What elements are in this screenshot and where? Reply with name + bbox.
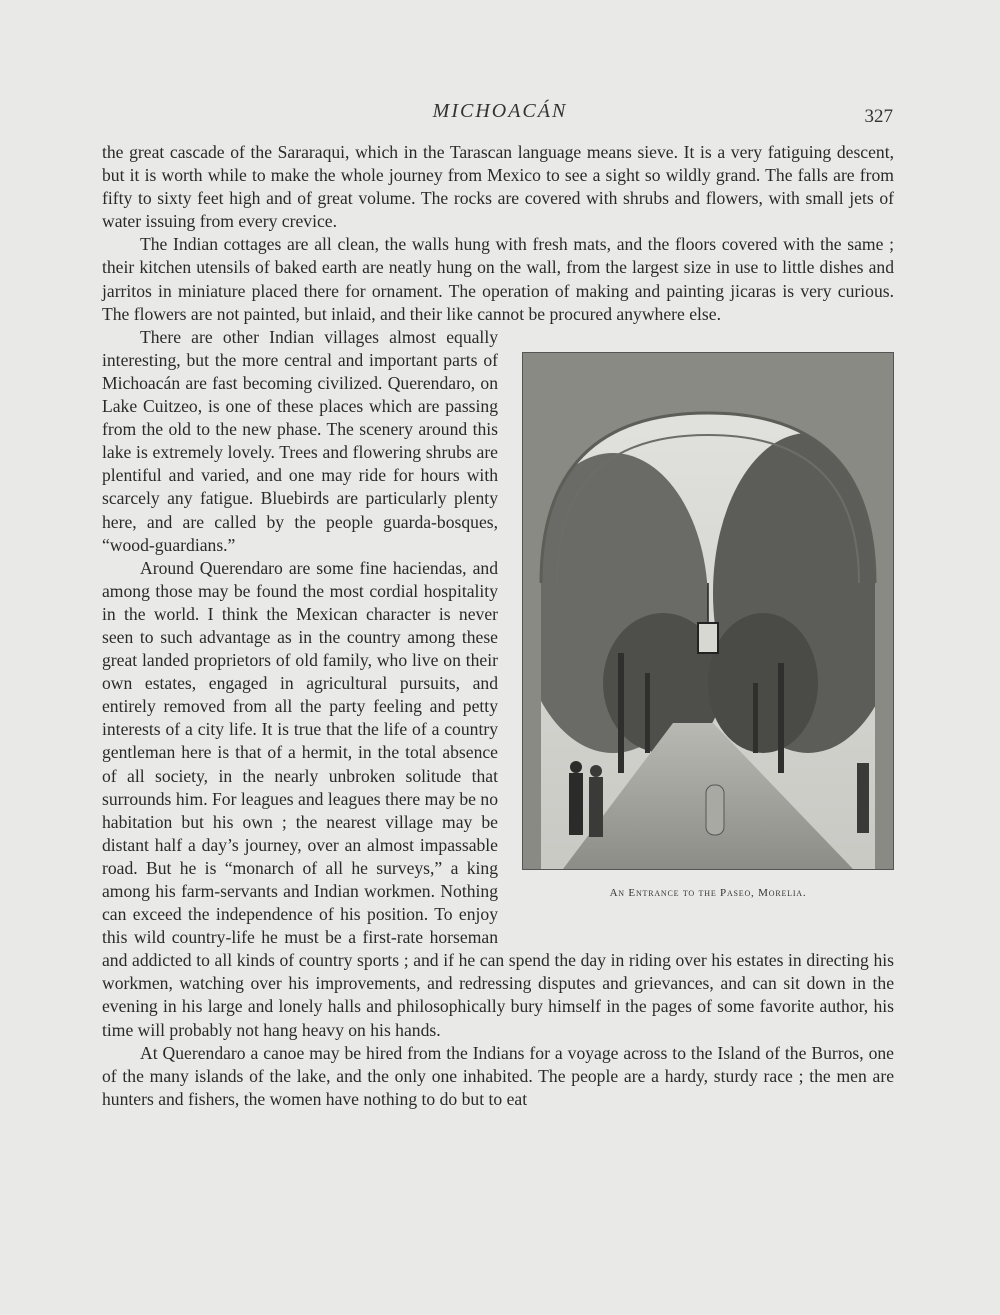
- archway-photo-illustration: [523, 353, 893, 869]
- figure-caption: An Entrance to the Paseo, Morelia.: [609, 886, 807, 899]
- figure: [522, 352, 896, 930]
- paragraph-4: Around Querendaro are some fine haciendas, and among those may be found the most cordial hospitality in the world. I think the Mexican character is never seen to such advantage as in the country among these great landed proprietors of old family, who live on their own estates, engaged in agricultural pursuits, and entirely removed from all the party feeling and petty interests of a city life. It is true that the life of a country gentleman here is that of a hermit, in the total absence of all society, in the nearly unbroken solitude that surrounds him. For leagues and leagues there may be no habitation but his own ; the nearest village may be distant half a day’s journey, over an almost impassable road. But he is “monarch of all he surveys,” a king among his farm-servants and Indian workmen. Nothing can exceed the independence of his position. To enjoy this wild country-life he must be a first-rate horseman and addicted to all kinds of country sports ; and if he can spend the day in riding over his estates in directing his workmen, watching over his improvements, and redressing disputes and grievances, and can sit down in the evening in his large and lonely halls and philosophically bury himself in the pages of some favorite author, his time will probably not hang heavy on his hands.: [102, 557, 894, 1040]
- paragraph-2: The Indian cottages are all clean, the walls hung with fresh mats, and the floors covered with the same ; their kitchen utensils of baked earth are neatly hung on the wall, from the largest size in use to little dishes and jarritos in miniature placed there for ornament. The operation of making and painting jicaras is very curious. The flowers are not painted, but inlaid, and their like cannot be procured anywhere else.: [102, 234, 894, 324]
- photo-archway: [522, 352, 894, 870]
- running-title: MICHOACÁN: [432, 100, 568, 122]
- page-number: 327: [864, 106, 893, 127]
- paragraph-1: the great cascade of the Sararaqui, which in the Tarascan language means sieve. It is a very fatiguing descent, but it is worth while to make the whole journey from Mexico to see a sight so wildly grand. The falls are from fifty to sixty feet high and of great volume. The rocks are covered with shrubs and flowers, with small jets of water issuing from every crevice.: [102, 142, 894, 232]
- body-text: [102, 141, 894, 1111]
- running-head: [0, 100, 1000, 130]
- paragraph-5: At Querendaro a canoe may be hired from the Indians for a voyage across to the Island of the Burros, one of the many islands of the lake, and the only one inhabited. The people are a hardy, sturdy race ; the men are hunters and fishers, the women have nothing to do but to eat: [102, 1042, 894, 1109]
- paragraph-3: There are other Indian villages almost equally interesting, but the more central and important parts of Michoacán are fast becoming civilized. Querendaro, on Lake Cuitzeo, is one of these places which are passing from the old to the new phase. The scenery around this lake is extremely lovely. Trees and flowering shrubs are plentiful and varied, and one may ride for hours with scarcely any fatigue. Bluebirds are particularly plenty here, and are called by the people guarda-bosques, “wood-guardians.”: [102, 326, 498, 555]
